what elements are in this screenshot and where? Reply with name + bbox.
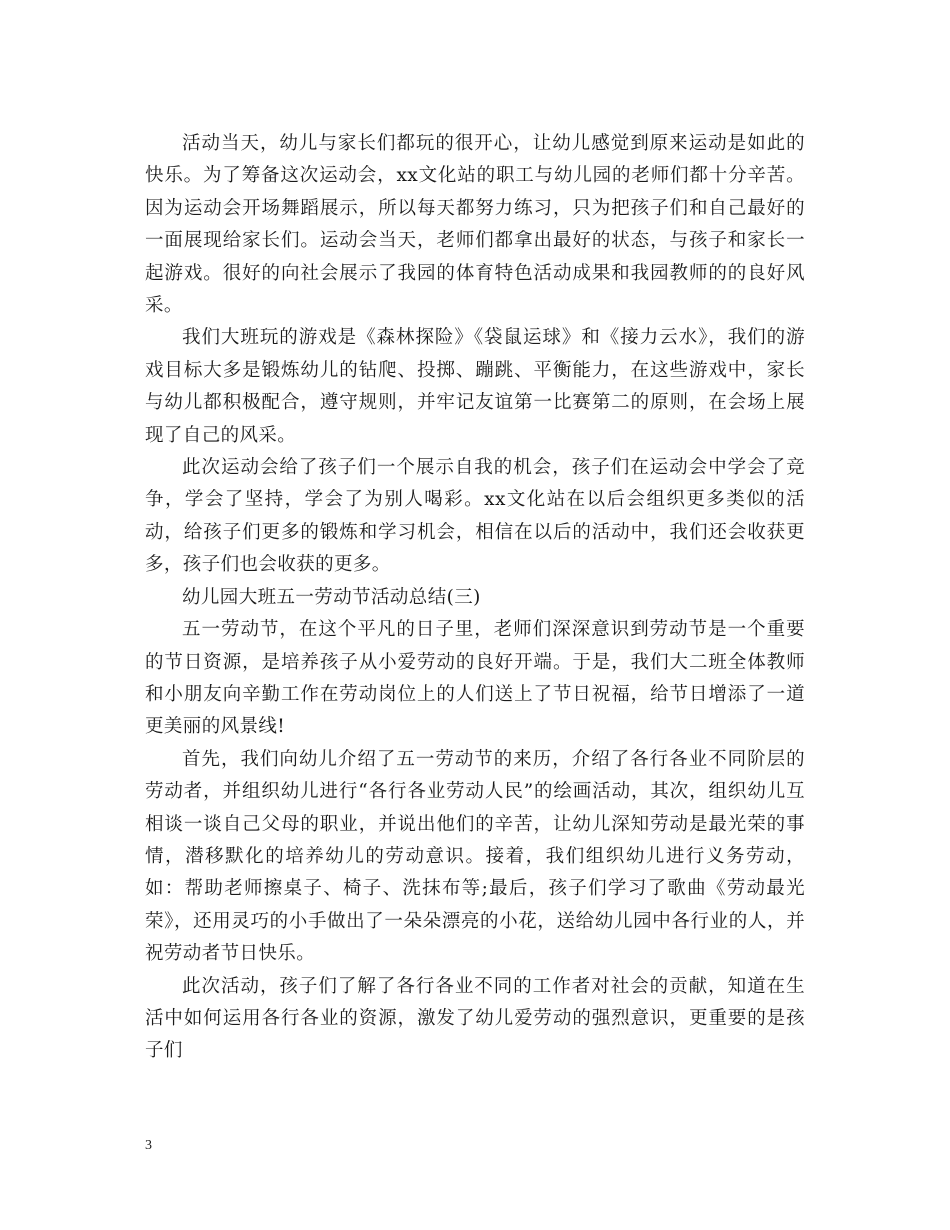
document-body	[145, 128, 805, 1068]
paragraph-labor-day-intro: 五一劳动节，在这个平凡的日子里，老师们深深意识到劳动节是一个重要的节日资源，是培养孩子从小爱劳动的良好开端。于是，我们大二班全体教师和小朋友向辛勤工作在劳动岗位上的人们送上了节日祝福，给节日增添了一道更美丽的风景线!	[145, 619, 805, 738]
section-heading: 幼儿园大班五一劳动节活动总结(三)	[182, 586, 481, 608]
paragraph-sports-day: 活动当天，幼儿与家长们都玩的很开心，让幼儿感觉到原来运动是如此的快乐。为了筹备这次运动会，xx文化站的职工与幼儿园的老师们都十分辛苦。因为运动会开场舞蹈展示，所以每天都努力练习，只为把孩子们和自己最好的一面展现给家长们。运动会当天，老师们都拿出最好的状态，与孩子和家长一起游戏。很好的向社会展示了我园的体育特色活动成果和我园教师的的良好风采。	[145, 133, 805, 317]
paragraph-opportunity: 此次运动会给了孩子们一个展示自我的机会，孩子们在运动会中学会了竞争，学会了坚持，学会了为别人喝彩。xx文化站在以后会组织更多类似的活动，给孩子们更多的锻炼和学习机会，相信在以后的活动中，我们还会收获更多，孩子们也会收获的更多。	[145, 457, 805, 576]
paragraph-labor-day-activities: 首先，我们向幼儿介绍了五一劳动节的来历，介绍了各行各业不同阶层的劳动者，并组织幼儿进行“各行各业劳动人民”的绘画活动，其次，组织幼儿互相谈一谈自己父母的职业，并说出他们的辛苦，让幼儿深知劳动是最光荣的事情，潜移默化的培养幼儿的劳动意识。接着，我们组织幼儿进行义务劳动，如：帮助老师擦桌子、椅子、洗抹布等;最后，孩子们学习了歌曲《劳动最光荣》，还用灵巧的小手做出了一朵朵漂亮的小花，送给幼儿园中各行业的人，并祝劳动者节日快乐。	[145, 748, 805, 965]
page-number: 3	[145, 1138, 152, 1153]
paragraph-games: 我们大班玩的游戏是《森林探险》《袋鼠运球》和《接力云水》，我们的游戏目标大多是锻炼幼儿的钻爬、投掷、蹦跳、平衡能力，在这些游戏中，家长与幼儿都积极配合，遵守规则，并牢记友谊第一比赛第二的原则，在会场上展现了自己的风采。	[145, 327, 805, 446]
paragraph-labor-day-outcome: 此次活动，孩子们了解了各行各业不同的工作者对社会的贡献，知道在生活中如何运用各行各业的资源，激发了幼儿爱劳动的强烈意识，更重要的是孩子们	[145, 975, 805, 1062]
